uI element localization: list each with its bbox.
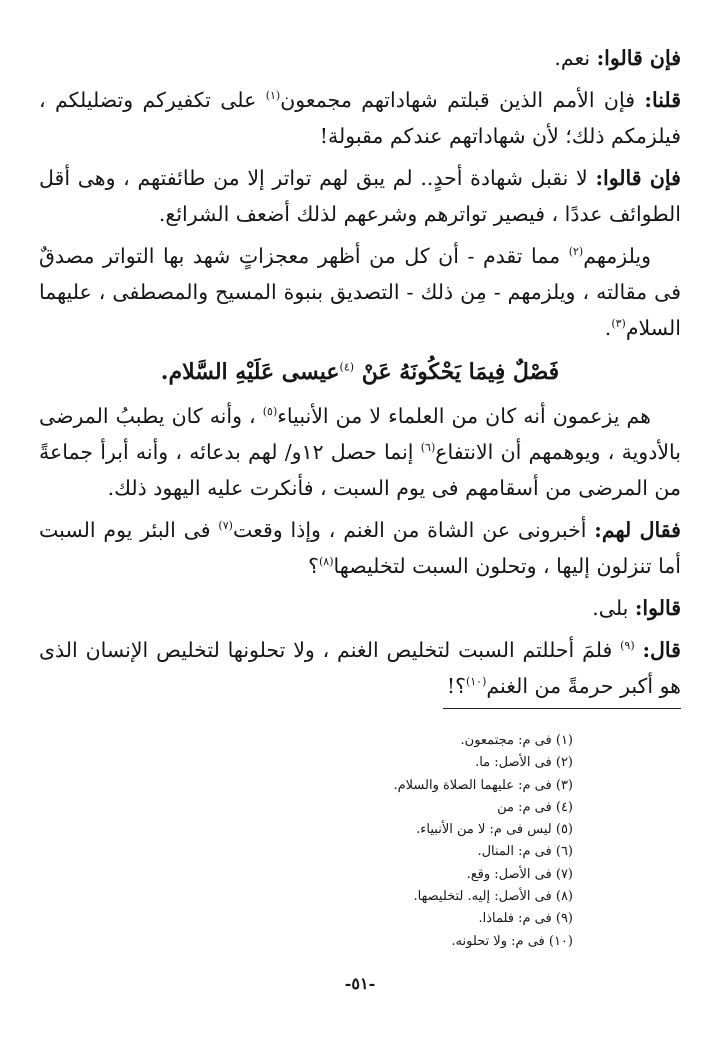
- footnote: (٨) فى الأصل: إليه. لتخليصها.: [413, 889, 573, 905]
- paragraph-text-end: .: [604, 316, 612, 340]
- paragraph-3: [39, 160, 681, 232]
- footnote-marker: (٣): [611, 317, 626, 331]
- paragraph-4: [39, 238, 681, 346]
- page-number: -٥١-: [344, 974, 376, 993]
- paragraph-8: [39, 632, 681, 704]
- paragraph-5: [39, 398, 681, 506]
- paragraph-text: نعم.: [554, 46, 597, 70]
- paragraph-text-continued: مما تقدم - أن كل من أظهر معجزاتٍ شهد بها التواتر مصدقٌ فى مقالته ، ويلزمهم - مِن ذلك - التصديق بنبوة المسيح والمصطفى ، عليهما السلام: [39, 244, 681, 340]
- paragraph-text: لا نقبل شهادة أحدٍ.. لم يبق لهم تواتر إلا من طائفتهم ، وهى أقل الطوائف عددًا ، فيصير تواترهم وشرعهم لذلك أضعف الشرائع.: [39, 166, 681, 226]
- speaker-label: قال:: [642, 638, 681, 662]
- footnote-marker: (١٠): [465, 675, 487, 689]
- speaker-label: قالوا:: [634, 596, 681, 620]
- footnote: (٦) فى م: المنال.: [477, 844, 573, 860]
- paragraph-2: [39, 82, 681, 154]
- speaker-label: فإن قالوا:: [595, 166, 681, 190]
- footnote-marker: (٦): [420, 441, 436, 455]
- speaker-label: قلنا:: [644, 88, 681, 112]
- paragraph-text-continued: فى البئر يوم السبت أما تنزلون إليها ، وتحلون السبت لتخليصها: [39, 518, 681, 578]
- footnote: (٤) فى م: من: [497, 799, 573, 815]
- speaker-label: فإن قالوا:: [596, 46, 681, 70]
- paragraph-text: فإن الأمم الذين قبلتم شهاداتهم مجمعون: [280, 88, 645, 112]
- paragraph-6: [39, 512, 681, 584]
- footnote: (٣) فى م: عليهما الصلاة والسلام.: [393, 777, 573, 793]
- footnote-marker: (٨): [319, 555, 334, 569]
- footnote: (٢) فى الأصل: ما.: [475, 755, 573, 771]
- paragraph-7: [39, 590, 681, 626]
- footnotes-list: [273, 730, 573, 953]
- footnote-marker: (١): [265, 89, 281, 103]
- paragraph-text: بلى.: [592, 596, 635, 620]
- footnote-marker: (٥): [262, 405, 278, 419]
- paragraph-text: أخبرونى عن الشاة من الغنم ، وإذا وقعت: [232, 518, 595, 542]
- heading-text-continued: عيسى عَلَيْهِ السَّلام.: [160, 359, 340, 385]
- footnote: (٧) فى الأصل: وقع.: [466, 866, 573, 882]
- heading-text: فَصْلٌ فِيمَا يَحْكُونَهُ عَنْ: [361, 359, 560, 385]
- paragraph-text: ويلزمهم: [583, 244, 651, 268]
- section-heading: [39, 352, 681, 392]
- speaker-label: فقال لهم:: [594, 518, 681, 542]
- paragraph-text-continued: فلمَ أحللتم السبت لتخليص الغنم ، ولا تحلونها لتخليص الإنسان الذى هو أكبر حرمةً من الغنم: [39, 638, 681, 698]
- footnote: (١٠) فى م: ولا تحلونه.: [451, 933, 573, 949]
- book-page: [39, 40, 681, 1000]
- paragraph-text-end: ؟: [308, 554, 319, 578]
- footnote: (١) فى م: مجتمعون.: [460, 733, 573, 748]
- footnote-marker: (٩): [620, 639, 635, 653]
- footnote-marker: (٤): [339, 360, 355, 374]
- footnote-marker: (٢): [568, 245, 584, 259]
- paragraph-text-end: ؟!: [446, 674, 466, 698]
- footnote: (٩) فى م: فلماذا.: [478, 911, 573, 927]
- paragraph-text: هم يزعمون أنه كان من العلماء لا من الأنبياء: [277, 404, 651, 428]
- footnote-marker: (٧): [218, 519, 233, 533]
- footnote-separator: [443, 708, 681, 709]
- paragraph-1: [39, 40, 681, 76]
- footnote: (٥) ليس فى م: لا من الأنبياء.: [416, 822, 573, 838]
- paragraph-text-end: إنما حصل ١٢و/ لهم بدعائه ، وأنه أبرأ جماعةً من المرضى من أسقامهم فى يوم السبت ، فأنكرت عليه اليهود ذلك.: [39, 440, 681, 500]
- paragraph-text-continued: ، وأنه كان يطببُ المرضى بالأدوية ، ويوهمهم أن الانتفاع: [39, 404, 681, 464]
- paragraph-text-continued: على تكفيركم وتضليلكم ، فيلزمكم ذلك؛ لأن شهاداتهم عندكم مقبولة!: [39, 88, 681, 148]
